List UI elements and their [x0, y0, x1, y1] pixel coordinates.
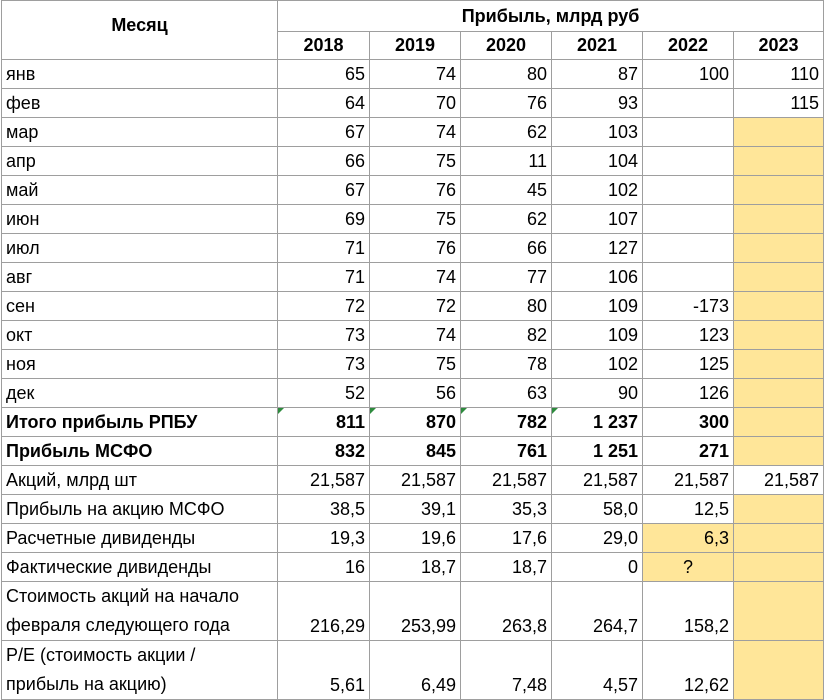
value-cell: 77	[461, 263, 552, 292]
value-cell: 65	[278, 60, 370, 89]
price-row	[2, 582, 824, 641]
value-cell	[643, 234, 734, 263]
value-cell: 126	[643, 379, 734, 408]
value-cell: 782	[461, 408, 552, 437]
value-cell: 107	[552, 205, 643, 234]
value-cell: 12,62	[643, 641, 734, 700]
fact-dividends-row	[2, 553, 824, 582]
row-label: Прибыль МСФО	[2, 437, 278, 466]
row-label: P/E (стоимость акции / прибыль на акцию)	[2, 641, 278, 700]
value-cell: 90	[552, 379, 643, 408]
value-cell: 21,587	[278, 466, 370, 495]
value-cell: 110	[734, 60, 824, 89]
value-cell: 56	[370, 379, 461, 408]
value-cell: 21,587	[370, 466, 461, 495]
value-cell: 74	[370, 263, 461, 292]
row-label: Расчетные дивиденды	[2, 524, 278, 553]
month-row-sep	[2, 292, 824, 321]
value-cell: 62	[461, 118, 552, 147]
highlighted-cell	[734, 437, 824, 466]
value-cell: 16	[278, 553, 370, 582]
value-cell: 21,587	[461, 466, 552, 495]
month-row-nov	[2, 350, 824, 379]
year-header: 2019	[370, 32, 461, 60]
month-row-jul	[2, 234, 824, 263]
highlighted-cell	[734, 292, 824, 321]
value-cell: 104	[552, 147, 643, 176]
highlighted-cell	[734, 263, 824, 292]
value-cell: 19,3	[278, 524, 370, 553]
value-cell: 12,5	[643, 495, 734, 524]
value-cell: 18,7	[370, 553, 461, 582]
highlighted-cell	[734, 321, 824, 350]
value-cell: 21,587	[552, 466, 643, 495]
month-label: июл	[2, 234, 278, 263]
month-label: фев	[2, 89, 278, 118]
value-cell: 38,5	[278, 495, 370, 524]
month-row-may	[2, 176, 824, 205]
value-cell: 0	[552, 553, 643, 582]
month-label: янв	[2, 60, 278, 89]
value-cell: 253,99	[370, 582, 461, 641]
value-cell: 832	[278, 437, 370, 466]
value-cell: 78	[461, 350, 552, 379]
value-cell: 1 237	[552, 408, 643, 437]
row-label: Стоимость акций на начало февраля следующего года	[2, 582, 278, 641]
value-cell: 7,48	[461, 641, 552, 700]
value-cell: 29,0	[552, 524, 643, 553]
value-cell: 69	[278, 205, 370, 234]
value-cell: 102	[552, 176, 643, 205]
value-cell: 845	[370, 437, 461, 466]
calc-dividends-row	[2, 524, 824, 553]
value-cell: 75	[370, 205, 461, 234]
month-row-jan	[2, 60, 824, 89]
shares-row	[2, 466, 824, 495]
highlighted-cell	[734, 234, 824, 263]
value-cell: 72	[370, 292, 461, 321]
value-cell: 870	[370, 408, 461, 437]
month-header: Месяц	[2, 1, 278, 60]
highlighted-cell	[734, 553, 824, 582]
highlighted-cell	[734, 641, 824, 700]
value-cell: 75	[370, 350, 461, 379]
profit-header: Прибыль, млрд руб	[278, 1, 824, 32]
month-label: май	[2, 176, 278, 205]
value-cell: 263,8	[461, 582, 552, 641]
value-cell	[643, 176, 734, 205]
value-cell: 811	[278, 408, 370, 437]
value-cell	[643, 205, 734, 234]
value-cell: 45	[461, 176, 552, 205]
value-cell: 74	[370, 118, 461, 147]
value-cell: 6,49	[370, 641, 461, 700]
month-row-oct	[2, 321, 824, 350]
value-cell: -173	[643, 292, 734, 321]
month-row-aug	[2, 263, 824, 292]
value-cell: 76	[461, 89, 552, 118]
value-cell: 71	[278, 263, 370, 292]
value-cell: 64	[278, 89, 370, 118]
value-cell: 21,587	[734, 466, 824, 495]
value-cell: 264,7	[552, 582, 643, 641]
value-cell: 76	[370, 234, 461, 263]
value-cell	[643, 89, 734, 118]
month-row-apr	[2, 147, 824, 176]
highlighted-cell	[734, 205, 824, 234]
value-cell: 74	[370, 60, 461, 89]
month-label: сен	[2, 292, 278, 321]
year-header: 2021	[552, 32, 643, 60]
value-cell	[643, 263, 734, 292]
row-label: Итого прибыль РПБУ	[2, 408, 278, 437]
value-cell: 5,61	[278, 641, 370, 700]
year-header: 2020	[461, 32, 552, 60]
profit-table	[1, 0, 824, 700]
value-cell: 18,7	[461, 553, 552, 582]
value-cell	[643, 118, 734, 147]
value-cell: 39,1	[370, 495, 461, 524]
value-cell: 73	[278, 321, 370, 350]
value-cell: 62	[461, 205, 552, 234]
value-cell: 106	[552, 263, 643, 292]
value-cell: 72	[278, 292, 370, 321]
value-cell: 127	[552, 234, 643, 263]
month-label: июн	[2, 205, 278, 234]
highlighted-cell: 6,3	[643, 524, 734, 553]
value-cell: 67	[278, 118, 370, 147]
month-row-feb	[2, 89, 824, 118]
month-label: ноя	[2, 350, 278, 379]
value-cell: 74	[370, 321, 461, 350]
month-label: окт	[2, 321, 278, 350]
value-cell: 158,2	[643, 582, 734, 641]
value-cell: 19,6	[370, 524, 461, 553]
value-cell: 125	[643, 350, 734, 379]
value-cell: 73	[278, 350, 370, 379]
value-cell: 103	[552, 118, 643, 147]
value-cell: 80	[461, 60, 552, 89]
highlighted-cell	[734, 350, 824, 379]
value-cell: 66	[278, 147, 370, 176]
highlighted-cell	[734, 147, 824, 176]
value-cell: 109	[552, 321, 643, 350]
value-cell: 1 251	[552, 437, 643, 466]
row-label: Прибыль на акцию МСФО	[2, 495, 278, 524]
value-cell: 271	[643, 437, 734, 466]
value-cell: 17,6	[461, 524, 552, 553]
value-cell: 109	[552, 292, 643, 321]
month-label: мар	[2, 118, 278, 147]
pe-row	[2, 641, 824, 700]
value-cell: 66	[461, 234, 552, 263]
value-cell: 76	[370, 176, 461, 205]
value-cell: 52	[278, 379, 370, 408]
value-cell: 123	[643, 321, 734, 350]
value-cell: 82	[461, 321, 552, 350]
value-cell: 216,29	[278, 582, 370, 641]
value-cell: 71	[278, 234, 370, 263]
highlighted-cell	[734, 176, 824, 205]
highlighted-cell	[734, 118, 824, 147]
value-cell	[643, 147, 734, 176]
value-cell: 63	[461, 379, 552, 408]
year-header: 2018	[278, 32, 370, 60]
value-cell: 21,587	[643, 466, 734, 495]
month-row-mar	[2, 118, 824, 147]
value-cell: 93	[552, 89, 643, 118]
value-cell: 35,3	[461, 495, 552, 524]
value-cell: 70	[370, 89, 461, 118]
value-cell: 67	[278, 176, 370, 205]
month-label: апр	[2, 147, 278, 176]
month-row-jun	[2, 205, 824, 234]
value-cell: 11	[461, 147, 552, 176]
highlighted-cell: ?	[643, 553, 734, 582]
value-cell: 87	[552, 60, 643, 89]
value-cell: 115	[734, 89, 824, 118]
row-label: Фактические дивиденды	[2, 553, 278, 582]
value-cell: 58,0	[552, 495, 643, 524]
value-cell: 80	[461, 292, 552, 321]
highlighted-cell	[734, 408, 824, 437]
value-cell: 100	[643, 60, 734, 89]
highlighted-cell	[734, 524, 824, 553]
eps-row	[2, 495, 824, 524]
year-header: 2022	[643, 32, 734, 60]
rsbu-total-row	[2, 408, 824, 437]
highlighted-cell	[734, 582, 824, 641]
value-cell: 75	[370, 147, 461, 176]
year-header: 2023	[734, 32, 824, 60]
row-label: Акций, млрд шт	[2, 466, 278, 495]
value-cell: 102	[552, 350, 643, 379]
highlighted-cell	[734, 379, 824, 408]
value-cell: 761	[461, 437, 552, 466]
value-cell: 300	[643, 408, 734, 437]
highlighted-cell	[734, 495, 824, 524]
msfo-profit-row	[2, 437, 824, 466]
month-row-dec	[2, 379, 824, 408]
value-cell: 4,57	[552, 641, 643, 700]
month-label: дек	[2, 379, 278, 408]
month-label: авг	[2, 263, 278, 292]
